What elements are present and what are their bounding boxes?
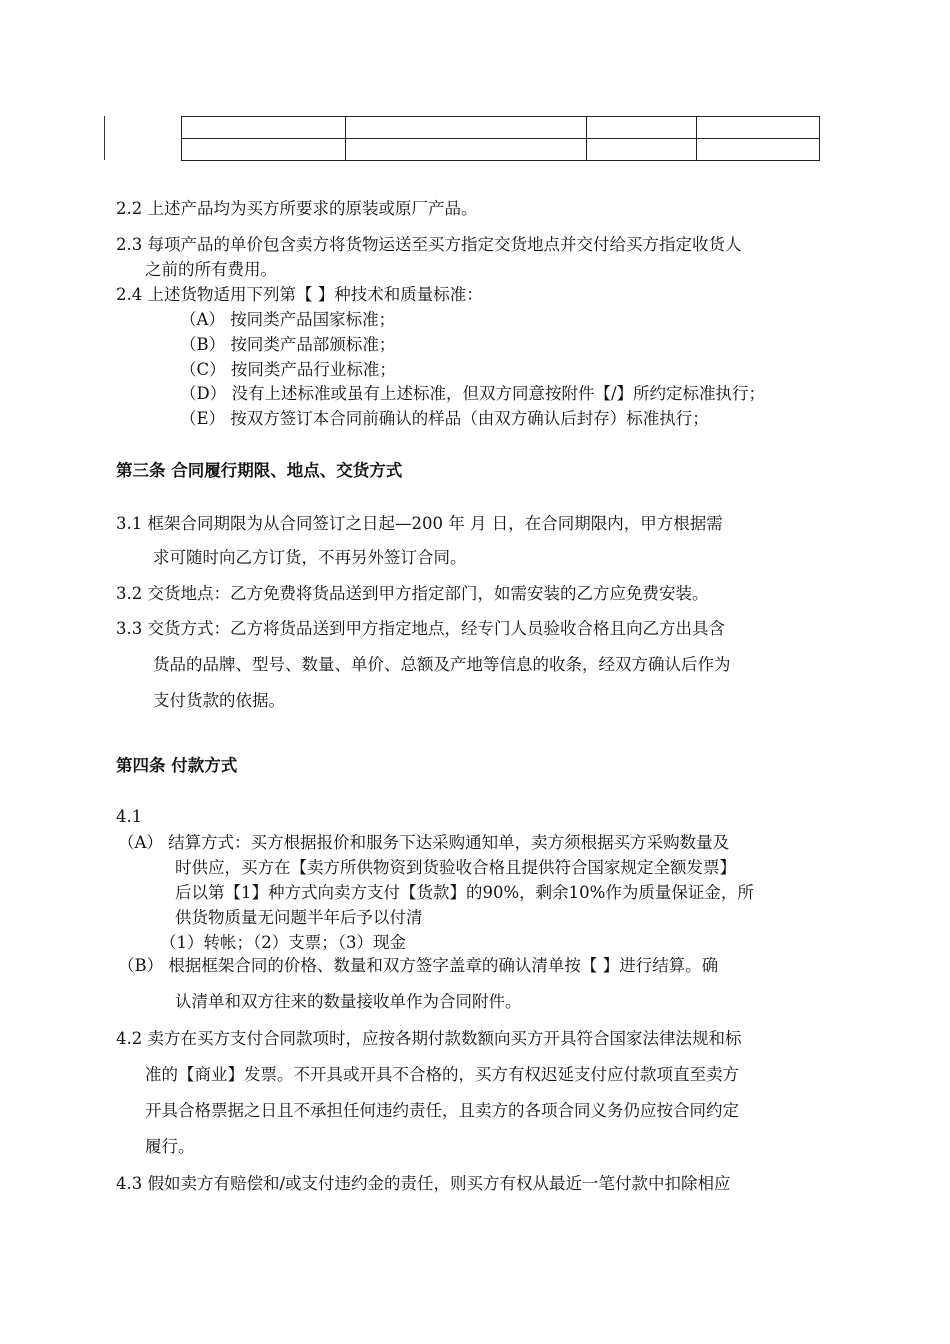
clause-2-3-line1: 2.3 每项产品的单价包含卖方将货物运送至买方指定交货地点并交付给买方指定收货人 bbox=[116, 235, 742, 254]
table-cell bbox=[182, 117, 346, 139]
clause-4-2-line4: 履行。 bbox=[145, 1137, 195, 1156]
clause-4-2-line2: 准的【商业】发票。不开具或开具不合格的，买方有权迟延支付应付款项直至卖方 bbox=[145, 1065, 739, 1084]
clause-2-3-line2: 之前的所有费用。 bbox=[145, 260, 277, 279]
article-3-heading: 第三条 合同履行期限、地点、交货方式 bbox=[116, 461, 403, 480]
clause-3-1-line2: 求可随时向乙方订货，不再另外签订合同。 bbox=[153, 548, 467, 567]
clause-3-1-line1: 3.1 框架合同期限为从合同签订之日起—200 年 月 日，在合同期限内，甲方根据需 bbox=[116, 514, 723, 533]
clause-4-1: 4.1 bbox=[116, 807, 143, 826]
table-cell bbox=[697, 117, 820, 139]
table-row bbox=[182, 139, 820, 161]
payment-methods: （1）转帐；（2）支票；（3）现金 bbox=[160, 933, 406, 952]
clause-2-2: 2.2 上述产品均为买方所要求的原装或原厂产品。 bbox=[116, 199, 478, 218]
clause-4-2-line1: 4.2 卖方在买方支付合同款项时，应按各期付款数额向买方开具符合国家法律法规和标 bbox=[116, 1029, 742, 1048]
table-cell bbox=[587, 117, 697, 139]
clause-4-1a-line4: 供货物质量无问题半年后予以付清 bbox=[175, 908, 423, 927]
clause-2-4: 2.4 上述货物适用下列第【 】种技术和质量标准： bbox=[116, 285, 483, 304]
table-cell bbox=[346, 117, 587, 139]
clause-3-3-line1: 3.3 交货方式：乙方将货品送到甲方指定地点，经专门人员验收合格且向乙方出具含 bbox=[116, 619, 725, 638]
table-cell bbox=[346, 139, 587, 161]
table-row bbox=[182, 117, 820, 139]
clause-4-1b-line2: 认清单和双方往来的数量接收单作为合同附件。 bbox=[175, 992, 522, 1011]
table-cell bbox=[697, 139, 820, 161]
clause-4-2-line3: 开具合格票据之日且不承担任何违约责任，且卖方的各项合同义务仍应按合同约定 bbox=[145, 1101, 739, 1120]
clause-3-2: 3.2 交货地点：乙方免费将货品送到甲方指定部门，如需安装的乙方应免费安装。 bbox=[116, 584, 709, 603]
standard-option-d: （D） 没有上述标准或虽有上述标准，但双方同意按附件【/】所约定标准执行； bbox=[180, 384, 766, 403]
standard-option-e: （E） 按双方签订本合同前确认的样品（由双方确认后封存）标准执行； bbox=[180, 409, 709, 428]
table-cell bbox=[182, 139, 346, 161]
clause-4-3-line1: 4.3 假如卖方有赔偿和/或支付违约金的责任，则买方有权从最近一笔付款中扣除相应 bbox=[116, 1174, 731, 1193]
product-table bbox=[181, 116, 820, 161]
clause-4-1a-line3: 后以第【1】种方式向卖方支付【货款】的90%，剩余10%作为质量保证金，所 bbox=[175, 883, 754, 902]
clause-3-3-line2: 货品的品牌、型号、数量、单价、总额及产地等信息的收条，经双方确认后作为 bbox=[153, 655, 731, 674]
standard-option-c: （C） 按同类产品行业标准； bbox=[180, 360, 396, 379]
article-4-heading: 第四条 付款方式 bbox=[116, 756, 238, 775]
clause-4-1b-line1: （B） 根据框架合同的价格、数量和双方签字盖章的确认清单按【 】进行结算。确 bbox=[118, 956, 719, 975]
standard-option-b: （B） 按同类产品部颁标准； bbox=[180, 335, 396, 354]
clause-3-3-line3: 支付货款的依据。 bbox=[153, 691, 285, 710]
standard-option-a: （A） 按同类产品国家标准； bbox=[180, 310, 396, 329]
table-cell bbox=[587, 139, 697, 161]
clause-4-1a-line1: （A） 结算方式：买方根据报价和服务下达采购通知单，卖方须根据买方采购数量及 bbox=[118, 833, 730, 852]
clause-4-1a-line2: 时供应，买方在【卖方所供物资到货验收合格且提供符合国家规定全额发票】 bbox=[175, 858, 736, 877]
margin-bar bbox=[104, 116, 105, 160]
